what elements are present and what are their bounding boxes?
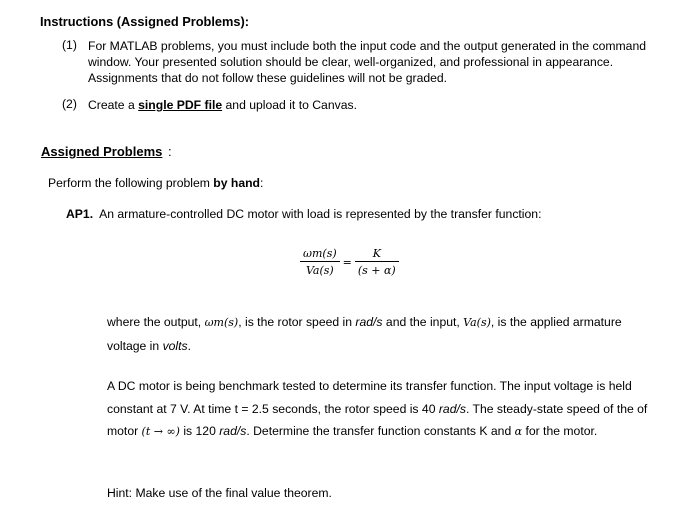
equals-sign: = <box>342 255 352 269</box>
p1-text-5: . <box>187 338 192 353</box>
ap1-intro-text: An armature-controlled DC motor with load is represented by the transfer function: <box>99 207 542 221</box>
assigned-heading-colon: : <box>168 144 172 159</box>
p1-math-va: Va(s) <box>463 316 491 329</box>
rhs-fraction <box>355 247 399 277</box>
p2-math-alpha: α <box>514 425 523 438</box>
p1-text-4: , is the applied armature voltage in <box>107 315 622 353</box>
lhs-denominator: Va(s) <box>305 264 334 277</box>
p2-text-4: . Determine the transfer function constants K and <box>246 424 515 438</box>
p2-text-2: . The steady-state speed of the of motor <box>107 401 648 438</box>
p1-text-2: , is the rotor speed in <box>238 315 356 329</box>
item-1-text: For MATLAB problems, you must include both the input code and the output generated in the command window. Your presented solution should be clear, well-organized, and professional in appearance. Assignments that do not follow these guidelines will not be graded. <box>88 39 647 85</box>
p2-text-1: A DC motor is being benchmark tested to determine its transfer function. The input voltage is held constant at 7 V. At time t = 2.5 seconds, the rotor speed is 40 <box>107 379 632 416</box>
p1-text-1: where the output, <box>107 315 205 329</box>
item-2-pre: Create a <box>88 98 139 112</box>
p2-text-5: for the motor. <box>522 424 598 438</box>
perform-line <box>48 176 263 190</box>
rhs-denominator: (s + α) <box>357 264 396 277</box>
lhs-fraction <box>300 247 340 277</box>
p2-unit-rads-2: rad/s <box>219 424 247 438</box>
assigned-problems-heading <box>41 144 162 159</box>
ap1-label: AP1. <box>66 207 94 221</box>
lhs-numerator: ωm(s) <box>300 247 340 262</box>
item-2-number: (2) <box>62 97 77 111</box>
perform-post: : <box>260 176 264 190</box>
item-2-text <box>88 97 648 113</box>
item-2-post: and upload it to Canvas. <box>222 98 357 112</box>
hint-line: Hint: Make use of the final value theorem. <box>107 486 332 500</box>
transfer-function-equation <box>300 247 399 277</box>
output-description-paragraph <box>107 311 655 357</box>
rhs-numerator: K <box>355 247 399 262</box>
item-1-number: (1) <box>62 38 77 52</box>
perform-bold: by hand <box>213 176 261 190</box>
p2-unit-rads-1: rad/s <box>438 401 466 416</box>
perform-pre: Perform the following problem <box>48 176 214 190</box>
p2-math-t-inf: (t → ∞) <box>141 425 180 438</box>
benchmark-paragraph <box>107 375 655 444</box>
single-pdf-link[interactable]: single PDF file <box>138 98 223 112</box>
instructions-heading: Instructions (Assigned Problems): <box>40 14 250 29</box>
p1-text-3: and the input, <box>382 315 464 329</box>
p1-unit-rads: rad/s <box>355 315 383 329</box>
p1-math-omega: ωm(s) <box>204 316 239 329</box>
p2-text-3: is 120 <box>179 424 220 438</box>
ap1-intro <box>66 207 541 221</box>
assigned-heading-text: Assigned Problems <box>41 144 163 159</box>
p1-unit-volts: volts <box>162 338 188 353</box>
